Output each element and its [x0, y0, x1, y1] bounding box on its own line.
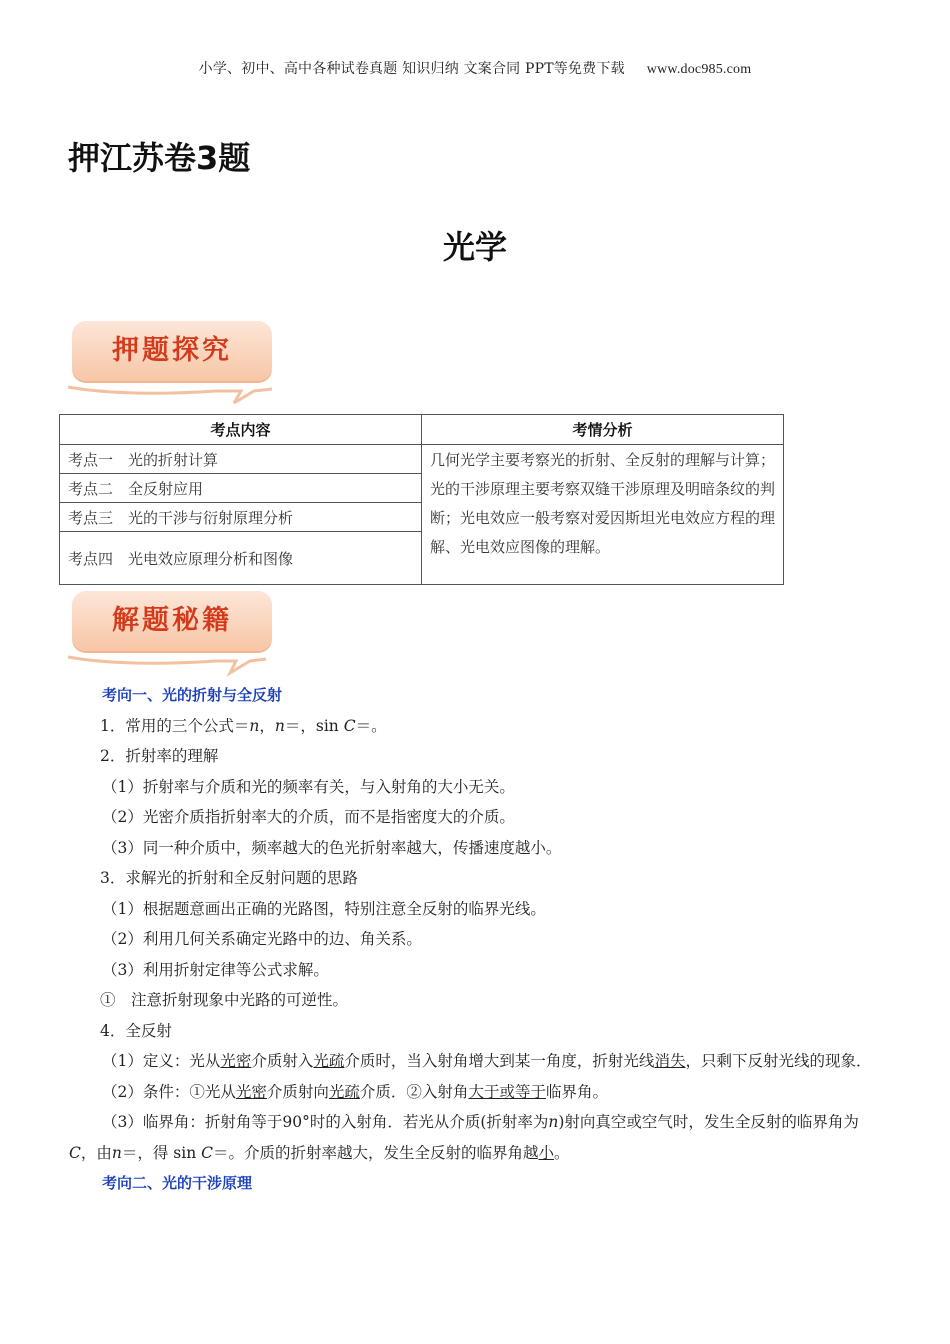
banner-label: 解题秘籍	[112, 605, 232, 636]
def-text: 介质时，当入射角增大到某一角度，折射光线	[344, 1052, 655, 1070]
crit-var: n	[111, 1143, 122, 1162]
table-header-points: 考点内容	[60, 415, 422, 445]
exam-point-4: 考点四 光电效应原理分析和图像	[60, 532, 422, 585]
banner-underline-icon	[66, 649, 276, 677]
formula-line	[69, 711, 884, 742]
banner-box	[72, 321, 272, 381]
section-heading-1: 考向一、光的折射与全反射	[102, 686, 283, 704]
crit-var: C	[69, 1143, 81, 1162]
cond-underlined: 光疏	[328, 1082, 360, 1101]
def-underlined: 消失	[654, 1052, 686, 1070]
formula-text: ＝。	[355, 716, 387, 735]
formula-text: ，	[259, 716, 275, 735]
list-item: 2．折射率的理解	[100, 747, 219, 765]
header-url[interactable]: www.doc985.com	[646, 62, 752, 77]
def-text: 介质射入	[251, 1052, 314, 1070]
table-header-row	[60, 415, 784, 445]
content-body	[69, 680, 884, 1199]
exam-analysis: 几何光学主要考察光的折射、全反射的理解与计算；光的干涉原理主要考察双缝干涉原理及明暗条纹的判断；光电效应一般考察对爱因斯坦光电效应方程的理解、光电效应图像的理解。	[422, 445, 784, 585]
exam-point-3: 考点三 光的干涉与衍射原理分析	[60, 503, 422, 532]
cond-text: 介质．②入射角	[359, 1082, 469, 1101]
exam-point-2: 考点二 全反射应用	[60, 474, 422, 503]
crit-text: （3）临界角：折射角等于90°时的入射角．若光从介质(折射率为	[102, 1113, 549, 1131]
exam-points-table	[59, 414, 784, 585]
list-item: 3．求解光的折射和全反射问题的思路	[100, 869, 358, 887]
cond-text: 介质射向	[266, 1082, 329, 1101]
def-underlined: 光疏	[313, 1052, 345, 1070]
cond-text: 临界角。	[545, 1082, 608, 1101]
crit-text: ＝。介质的折射率越大，发生全反射的临界角越	[213, 1143, 539, 1162]
definition-paragraph	[69, 1046, 884, 1077]
def-underlined: 光密	[220, 1052, 252, 1070]
formula-var: n	[249, 716, 260, 735]
banner-exam-analysis	[66, 321, 276, 407]
crit-text: ＝，得 sin	[121, 1143, 202, 1162]
banner-solving-tips	[66, 591, 276, 677]
list-item: （1）根据题意画出正确的光路图，特别注意全反射的临界光线。	[102, 899, 546, 918]
list-item: （2）利用几何关系确定光路中的边、角关系。	[102, 930, 422, 948]
formula-var: n	[274, 716, 285, 735]
list-item: 4．全反射	[100, 1021, 172, 1040]
list-item: ① 注意折射现象中光路的可逆性。	[100, 991, 349, 1009]
cond-underlined: 光密	[235, 1082, 267, 1101]
crit-text: 。	[554, 1143, 570, 1162]
formula-text: ＝，sin	[284, 716, 344, 735]
page-title: 押江苏卷3题	[68, 139, 251, 177]
list-item: （3）同一种介质中，频率越大的色光折射率越大，传播速度越小。	[102, 838, 562, 857]
critical-angle-paragraph	[69, 1107, 884, 1168]
exam-point-1: 考点一 光的折射计算	[60, 445, 422, 474]
crit-text: )射向真空或空气时，发生全反射的临界角为	[558, 1113, 859, 1131]
crit-underlined: 小	[538, 1143, 555, 1162]
def-text: （1）定义：光从	[102, 1052, 221, 1070]
condition-paragraph	[69, 1077, 884, 1108]
page-subtitle: 光学	[442, 228, 507, 266]
formula-var: C	[343, 716, 356, 735]
crit-var: n	[548, 1113, 559, 1131]
banner-underline-icon	[66, 379, 276, 407]
table-header-analysis: 考情分析	[422, 415, 784, 445]
cond-text: （2）条件：①光从	[102, 1082, 236, 1101]
cond-underlined: 大于或等于	[468, 1082, 546, 1101]
crit-var: C	[201, 1143, 213, 1162]
banner-box	[72, 591, 272, 651]
formula-text: 1．常用的三个公式	[100, 716, 234, 735]
list-item: （2）光密介质指折射率大的介质，而不是指密度大的介质。	[102, 808, 515, 826]
header-text: 小学、初中、高中各种试卷真题 知识归纳 文案合同 PPT等免费下载	[198, 61, 625, 77]
def-text: ，只剩下反射光线的现象．	[685, 1052, 872, 1070]
banner-label: 押题探究	[112, 335, 232, 366]
table-row	[60, 445, 784, 474]
section-heading-2: 考向二、光的干涉原理	[102, 1174, 253, 1192]
page-header	[0, 58, 950, 78]
formula-text: ＝	[233, 716, 250, 735]
list-item: （3）利用折射定律等公式求解。	[102, 960, 329, 979]
list-item: （1）折射率与介质和光的频率有关，与入射角的大小无关。	[102, 777, 515, 796]
crit-text: ，由	[80, 1143, 112, 1162]
